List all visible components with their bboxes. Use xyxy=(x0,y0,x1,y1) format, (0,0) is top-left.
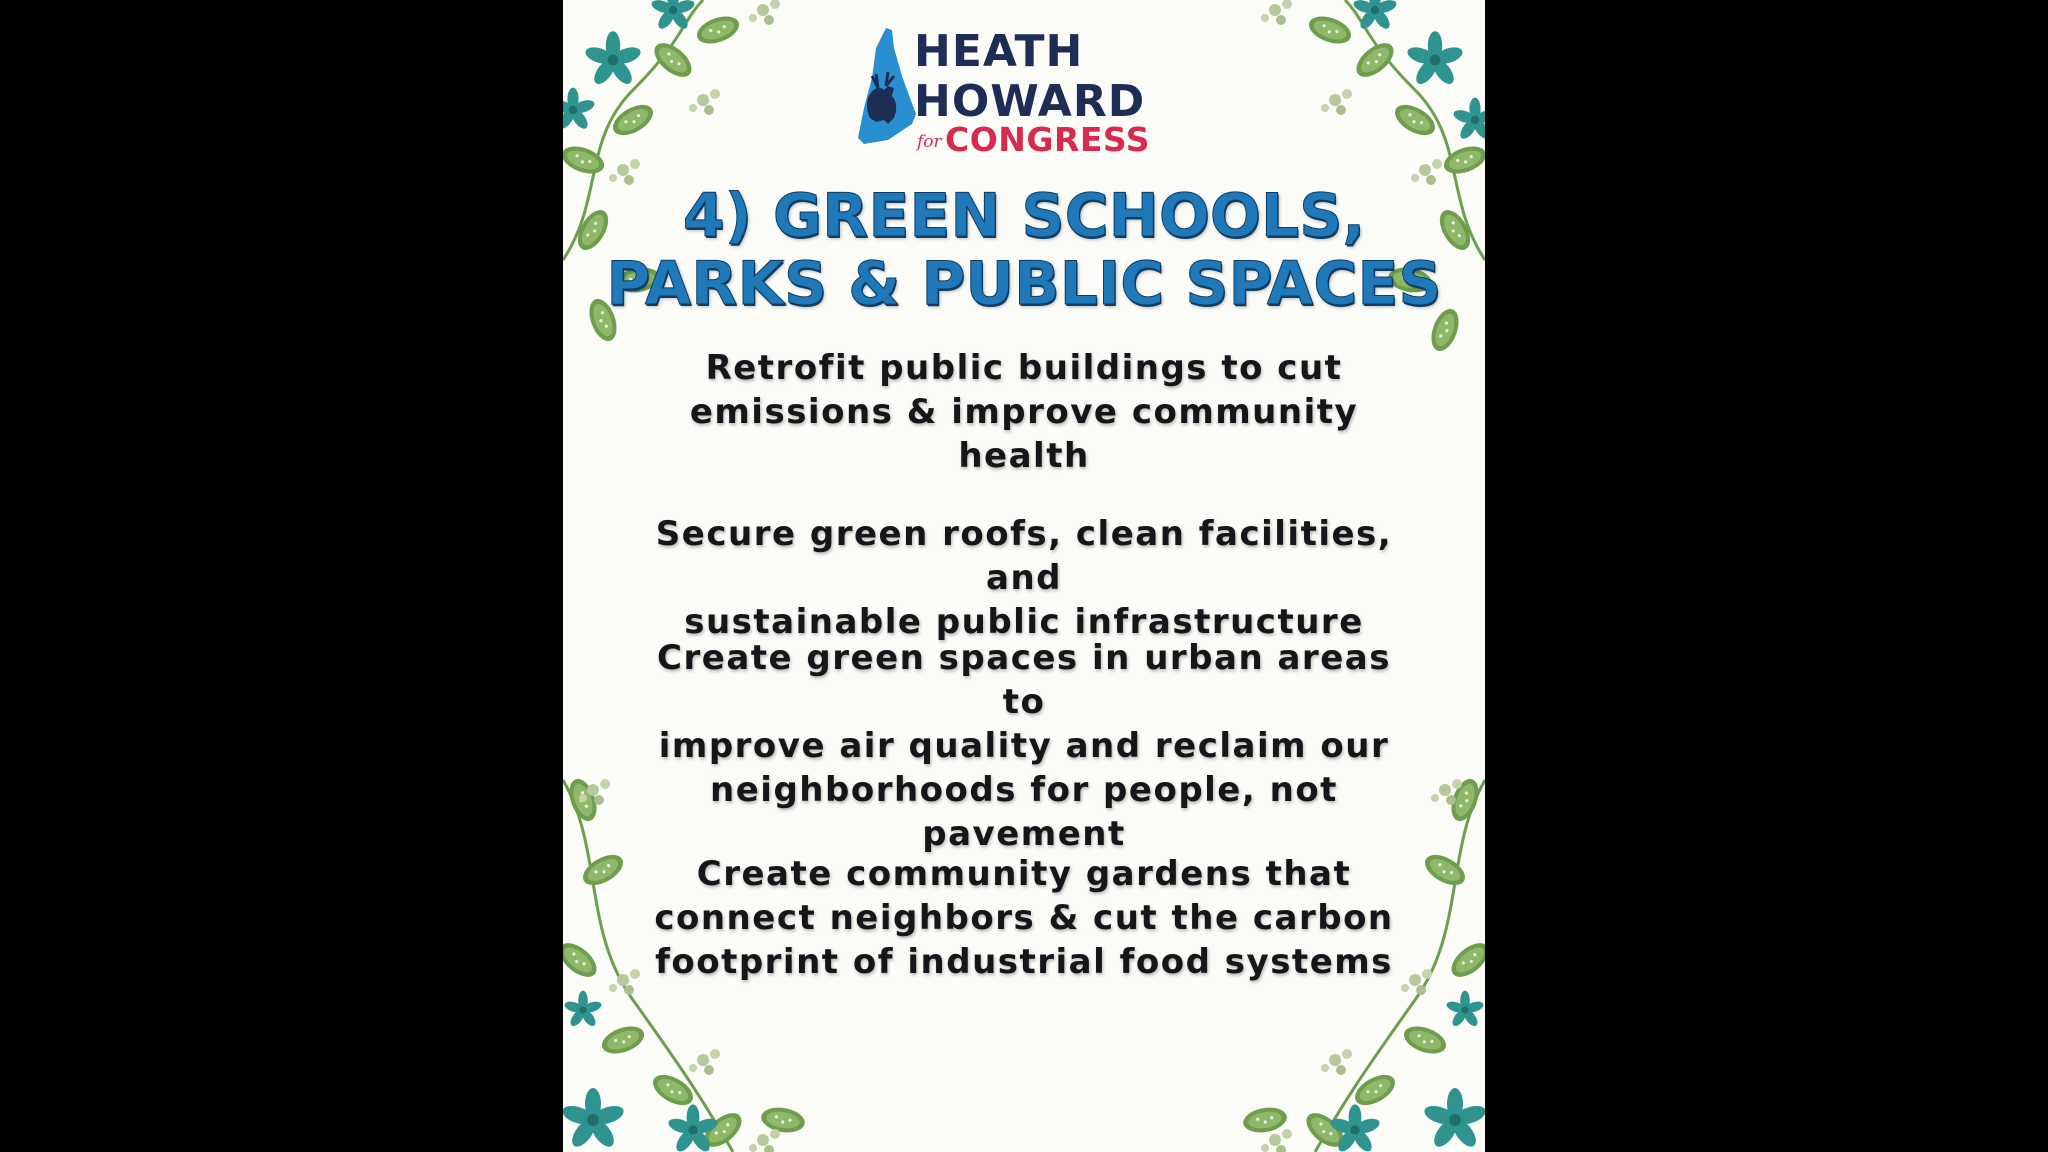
point-line: Create community gardens that xyxy=(696,854,1352,894)
new-hampshire-moose-icon xyxy=(858,28,918,148)
point-line: footprint of industrial food systems xyxy=(655,942,1393,982)
point-line: neighborhoods for people, not xyxy=(710,770,1338,810)
point-line: Retrofit public buildings to cut xyxy=(705,348,1343,388)
page-title xyxy=(583,182,1465,318)
point-line: health xyxy=(958,436,1090,476)
point-line: sustainable public infrastructure xyxy=(684,602,1364,642)
logo-howard-text: HOWARD xyxy=(914,76,1146,127)
point-line: emissions & improve community xyxy=(689,392,1359,432)
campaign-poster xyxy=(563,0,1485,1152)
title-line-2: PARKS & PUBLIC SPACES xyxy=(606,249,1442,319)
logo-for-text: for xyxy=(917,132,942,152)
title-line-1: 4) GREEN SCHOOLS, xyxy=(682,181,1366,251)
point-line: improve air quality and reclaim our xyxy=(658,726,1390,766)
logo-congress-text: CONGRESS xyxy=(945,120,1150,159)
policy-point-community-gardens xyxy=(653,852,1395,984)
logo-heath-text: HEATH xyxy=(914,26,1084,77)
point-line: pavement xyxy=(922,814,1126,854)
point-line: connect neighbors & cut the carbon xyxy=(654,898,1394,938)
policy-point-green-spaces xyxy=(653,636,1395,856)
campaign-logo xyxy=(858,28,1198,158)
policy-point-retrofit xyxy=(653,346,1395,478)
point-line: Create green spaces in urban areas to xyxy=(657,638,1391,722)
policy-point-green-roofs xyxy=(653,512,1395,644)
point-line: Secure green roofs, clean facilities, and xyxy=(655,514,1393,598)
